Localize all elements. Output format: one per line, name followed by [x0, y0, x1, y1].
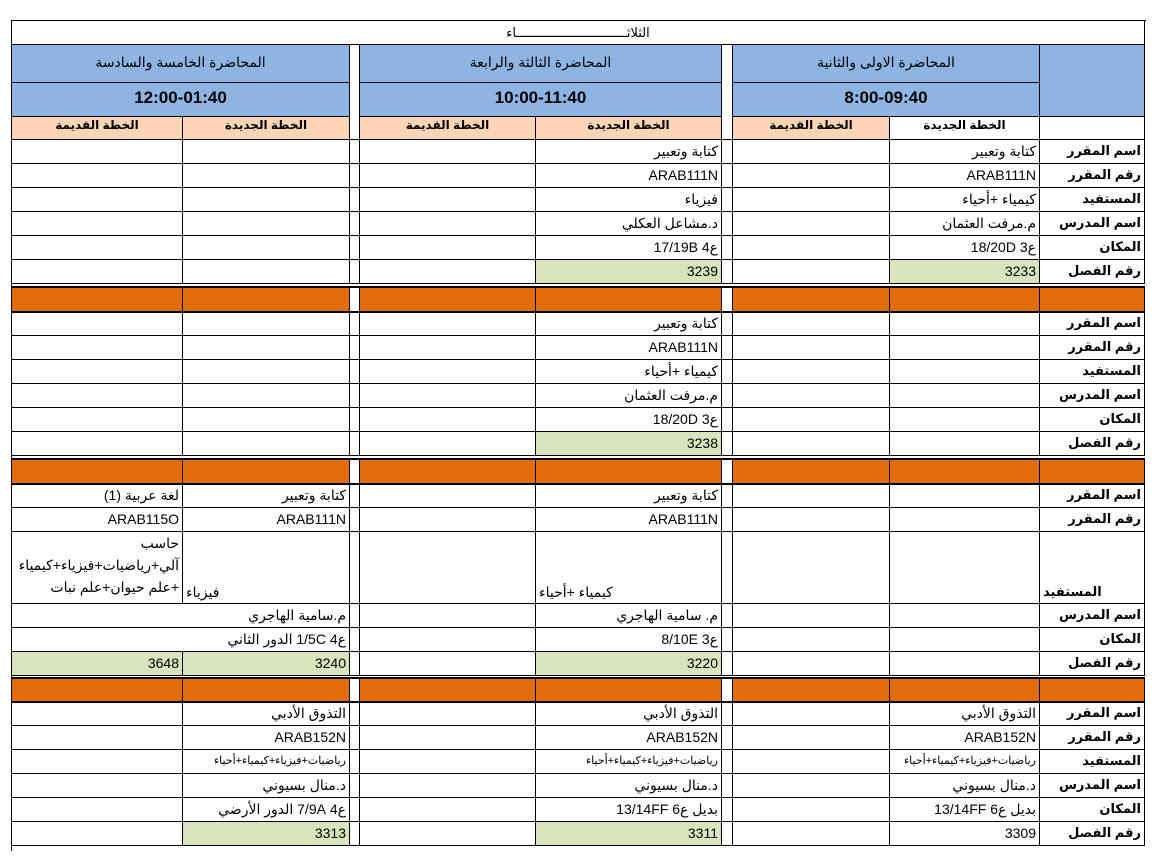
- column-separator: [722, 384, 733, 408]
- p2-old-course-code: [360, 508, 536, 532]
- p3-new-course-code: [183, 336, 350, 360]
- p3-new-beneficiary: فيزياء: [183, 532, 350, 604]
- block-separator: [12, 287, 183, 312]
- column-separator: [350, 532, 360, 604]
- row-label-location: المكان: [1040, 798, 1145, 822]
- p2-old-class-no: [360, 260, 536, 284]
- block-separator: [536, 678, 722, 703]
- thick-rule: [12, 483, 1145, 485]
- p1-new-teacher: د.منال بسيوني: [890, 774, 1040, 798]
- p2-new-beneficiary: كيمياء +أحياء: [536, 532, 722, 604]
- column-separator: [350, 312, 360, 336]
- p1-new-class-no: 3233: [890, 260, 1040, 284]
- column-separator: [350, 236, 360, 260]
- p3-new-teacher: [183, 212, 350, 236]
- p1-old-class-no: [733, 822, 890, 846]
- thick-rule: [12, 458, 1145, 460]
- p1-new-location: [890, 628, 1040, 652]
- column-separator: [350, 360, 360, 384]
- p1-new-class-no: [890, 652, 1040, 676]
- p2-old-beneficiary: [360, 532, 536, 604]
- p1-new-teacher: م.مرفت العثمان: [890, 212, 1040, 236]
- row-label-class-no: رقم الفصل: [1040, 432, 1145, 456]
- p1-old-class-no: [733, 432, 890, 456]
- p3-old-beneficiary: [12, 532, 183, 604]
- column-separator: [350, 164, 360, 188]
- column-separator: [350, 212, 360, 236]
- p3-new-class-no: 3240: [183, 652, 350, 676]
- column-separator: [350, 484, 360, 508]
- block-separator: [733, 459, 890, 484]
- p1-new-course-name: كتابة وتعبير: [890, 140, 1040, 164]
- column-separator: [350, 702, 360, 726]
- column-separator: [350, 188, 360, 212]
- p3-new-class-no: [183, 432, 350, 456]
- p2-new-beneficiary: فيزياء: [536, 188, 722, 212]
- p1-new-course-code: ARAB152N: [890, 726, 1040, 750]
- p2-old-beneficiary: [360, 188, 536, 212]
- block-separator: [1040, 287, 1145, 312]
- p2-old-location: [360, 628, 536, 652]
- column-separator: [722, 678, 733, 703]
- column-separator: [722, 140, 733, 164]
- p3-new-beneficiary: رياضيات+فيزياء+كيمياء+أحياء: [183, 750, 350, 774]
- p1-new-course-code: [890, 508, 1040, 532]
- p2-new-teacher: م. سامية الهاجري: [536, 604, 722, 628]
- column-separator: [722, 188, 733, 212]
- block-separator: [1040, 459, 1145, 484]
- p1-old-location: [733, 798, 890, 822]
- p2-new-location: ع4 17/19B: [536, 236, 722, 260]
- p1-old-course-code: [733, 726, 890, 750]
- p2-old-teacher: [360, 604, 536, 628]
- thick-rule: [12, 311, 1145, 313]
- column-separator: [350, 750, 360, 774]
- header-sep-1: [722, 45, 733, 140]
- p2-old-teacher: [360, 774, 536, 798]
- period-1-2-header: المحاضرة الاولى والثانية: [733, 45, 1040, 83]
- p1-old-course-name: [733, 702, 890, 726]
- p3-old-location: [12, 798, 183, 822]
- p3-old-course-code: [12, 164, 183, 188]
- column-separator: [722, 726, 733, 750]
- p3-old-location: [12, 236, 183, 260]
- row-label-course-name: اسم المقرر: [1040, 702, 1145, 726]
- column-separator: [350, 287, 360, 312]
- row-label-course-code: رقم المقرر: [1040, 508, 1145, 532]
- row-label-teacher: اسم المدرس: [1040, 604, 1145, 628]
- column-separator: [722, 336, 733, 360]
- p2-new-course-code: ARAB111N: [536, 336, 722, 360]
- p1-new-beneficiary: كيمياء +أحياء: [890, 188, 1040, 212]
- row-label-course-name: اسم المقرر: [1040, 484, 1145, 508]
- p2-old-beneficiary: [360, 750, 536, 774]
- p2-new-plan-header: الخطة الجديدة: [536, 117, 722, 140]
- p2-new-teacher: د.منال بسيوني: [536, 774, 722, 798]
- column-separator: [350, 459, 360, 484]
- p1-new-class-no: [890, 432, 1040, 456]
- column-separator: [722, 604, 733, 628]
- column-separator: [722, 212, 733, 236]
- p2-old-location: [360, 236, 536, 260]
- column-separator: [722, 750, 733, 774]
- day-title: الثلاثـــــــــــــــــــــــــــــاء: [12, 21, 1145, 45]
- time-1: 8:00-09:40: [733, 83, 1040, 117]
- p2-old-class-no: [360, 652, 536, 676]
- p1-new-course-code: [890, 336, 1040, 360]
- p2-new-teacher: د.مشاعل العكلي: [536, 212, 722, 236]
- p3-new-class-no: [183, 260, 350, 284]
- column-separator: [722, 432, 733, 456]
- column-separator: [722, 532, 733, 604]
- column-separator: [350, 628, 360, 652]
- p3-new-beneficiary: [183, 188, 350, 212]
- p3-new-plan-header: الخطة الجديدة: [183, 117, 350, 140]
- p2-new-course-name: كتابة وتعبير: [536, 312, 722, 336]
- p3-new-location: ع4 7/9A الدور الأرضي: [183, 798, 350, 822]
- column-separator: [722, 822, 733, 846]
- column-separator: [722, 312, 733, 336]
- p3-old-course-name: لغة عربية (1): [12, 484, 183, 508]
- p1-old-beneficiary: [733, 750, 890, 774]
- p2-new-location: بديل ع6 13/14FF: [536, 798, 722, 822]
- p1-old-beneficiary: [733, 532, 890, 604]
- column-separator: [722, 484, 733, 508]
- block-separator: [733, 287, 890, 312]
- column-separator: [350, 508, 360, 532]
- block-separator: [183, 287, 350, 312]
- p1-new-beneficiary: رياضيات+فيزياء+كيمياء+أحياء: [890, 750, 1040, 774]
- p2-old-class-no: [360, 822, 536, 846]
- p3-old-teacher: [12, 384, 183, 408]
- block-separator: [12, 678, 183, 703]
- p2-old-teacher: [360, 212, 536, 236]
- column-separator: [722, 459, 733, 484]
- column-separator: [350, 604, 360, 628]
- row-label-beneficiary: المستفيد: [1040, 188, 1145, 212]
- p1-old-teacher: [733, 604, 890, 628]
- block-separator: [360, 287, 536, 312]
- row-label-location: المكان: [1040, 236, 1145, 260]
- p1-new-location: بديل ع6 13/14FF: [890, 798, 1040, 822]
- p1-new-course-code: ARAB111N: [890, 164, 1040, 188]
- p1-new-course-name: التذوق الأدبي: [890, 702, 1040, 726]
- p3-old-class-no: 3648: [12, 652, 183, 676]
- column-separator: [350, 336, 360, 360]
- p1-new-course-name: [890, 312, 1040, 336]
- header-sep-2: [350, 45, 360, 140]
- p1-old-location: [733, 236, 890, 260]
- p2-old-course-name: [360, 140, 536, 164]
- row-label-teacher: اسم المدرس: [1040, 774, 1145, 798]
- p3-old-course-name: [12, 140, 183, 164]
- column-separator: [722, 164, 733, 188]
- p2-old-class-no: [360, 432, 536, 456]
- row-label-teacher: اسم المدرس: [1040, 212, 1145, 236]
- column-separator: [722, 236, 733, 260]
- p3-new-course-name: [183, 140, 350, 164]
- p1-old-teacher: [733, 384, 890, 408]
- p3-new-class-no: 3313: [183, 822, 350, 846]
- column-separator: [722, 798, 733, 822]
- column-separator: [350, 652, 360, 676]
- block-separator: [360, 678, 536, 703]
- p2-new-location: ع3 18/20D: [536, 408, 722, 432]
- p2-old-course-code: [360, 164, 536, 188]
- p1-old-plan-header: الخطة القديمة: [733, 117, 890, 140]
- p3-old-course-code: [12, 336, 183, 360]
- time-2: 10:00-11:40: [360, 83, 722, 117]
- p2-new-course-name: التذوق الأدبي: [536, 702, 722, 726]
- p2-old-course-name: [360, 702, 536, 726]
- block-separator: [536, 459, 722, 484]
- p1-old-beneficiary: [733, 188, 890, 212]
- column-separator: [722, 702, 733, 726]
- p1-old-beneficiary: [733, 360, 890, 384]
- column-separator: [722, 652, 733, 676]
- p2-old-plan-header: الخطة القديمة: [360, 117, 536, 140]
- row-label-beneficiary: المستفيد: [1040, 750, 1145, 774]
- p2-old-teacher: [360, 384, 536, 408]
- block-separator: [890, 459, 1040, 484]
- p1-old-class-no: [733, 260, 890, 284]
- p3-old-class-no: [12, 822, 183, 846]
- p1-new-location: ع3 18/20D: [890, 236, 1040, 260]
- block-separator: [536, 287, 722, 312]
- column-separator: [350, 432, 360, 456]
- row-label-class-no: رقم الفصل: [1040, 260, 1145, 284]
- p1-new-teacher: [890, 384, 1040, 408]
- column-separator: [722, 287, 733, 312]
- block-separator: [1040, 678, 1145, 703]
- p1-new-class-no: 3309: [890, 822, 1040, 846]
- p3-new-course-code: [183, 164, 350, 188]
- p3-old-beneficiary: [12, 188, 183, 212]
- p1-old-location: [733, 628, 890, 652]
- p1-new-plan-header: الخطة الجديدة: [890, 117, 1040, 140]
- p3-old-plan-header: الخطة القديمة: [12, 117, 183, 140]
- p1-old-course-name: [733, 140, 890, 164]
- column-separator: [350, 384, 360, 408]
- p2-new-class-no: 3311: [536, 822, 722, 846]
- p3-old-course-name: [12, 312, 183, 336]
- p2-old-location: [360, 798, 536, 822]
- p2-new-teacher: م.مرفت العثمان: [536, 384, 722, 408]
- thick-rule: [12, 677, 1145, 679]
- p3-old-course-code: ARAB115O: [12, 508, 183, 532]
- column-separator: [350, 140, 360, 164]
- p2-new-course-name: كتابة وتعبير: [536, 484, 722, 508]
- block-separator: [183, 678, 350, 703]
- p2-new-course-name: كتابة وتعبير: [536, 140, 722, 164]
- p2-old-course-code: [360, 336, 536, 360]
- period-3-4-header: المحاضرة الثالثة والرابعة: [360, 45, 722, 83]
- column-separator: [350, 726, 360, 750]
- block-separator: [890, 287, 1040, 312]
- column-separator: [722, 360, 733, 384]
- row-label-course-code: رقم المقرر: [1040, 164, 1145, 188]
- p1-new-beneficiary: [890, 532, 1040, 604]
- p3-location: ع4 1/5C الدور الثاني: [12, 628, 350, 652]
- column-separator: [350, 798, 360, 822]
- column-separator: [350, 260, 360, 284]
- p3-new-course-name: كتابة وتعبير: [183, 484, 350, 508]
- p2-new-class-no: 3239: [536, 260, 722, 284]
- p3-old-class-no: [12, 432, 183, 456]
- column-separator: [350, 678, 360, 703]
- column-separator: [350, 408, 360, 432]
- row-label-course-code: رقم المقرر: [1040, 336, 1145, 360]
- p1-old-course-name: [733, 484, 890, 508]
- p3-new-course-code: ARAB111N: [183, 508, 350, 532]
- p2-old-course-name: [360, 312, 536, 336]
- beneficiary-line: آلي+رياضيات+فيزياء+كيمياء: [18, 557, 179, 573]
- row-label-beneficiary: المستفيد: [1040, 360, 1145, 384]
- column-separator: [350, 822, 360, 846]
- p3-new-beneficiary: [183, 360, 350, 384]
- p1-old-class-no: [733, 652, 890, 676]
- label-blank: [1040, 117, 1145, 140]
- p3-new-course-name: التذوق الأدبي: [183, 702, 350, 726]
- p2-old-beneficiary: [360, 360, 536, 384]
- p3-old-beneficiary: [12, 360, 183, 384]
- p3-old-teacher: [12, 774, 183, 798]
- p2-new-beneficiary: كيمياء +أحياء: [536, 360, 722, 384]
- thick-rule: [12, 701, 1145, 703]
- beneficiary-line: +علم حيوان+علم نبات: [50, 579, 179, 595]
- p2-new-location: ع3 8/10E: [536, 628, 722, 652]
- p3-new-location: [183, 408, 350, 432]
- p1-old-teacher: [733, 212, 890, 236]
- column-separator: [722, 628, 733, 652]
- row-label-teacher: اسم المدرس: [1040, 384, 1145, 408]
- p3-old-teacher: [12, 212, 183, 236]
- p1-old-course-name: [733, 312, 890, 336]
- p2-new-course-code: ARAB152N: [536, 726, 722, 750]
- period-5-6-header: المحاضرة الخامسة والسادسة: [12, 45, 350, 83]
- block-separator: [890, 678, 1040, 703]
- p3-teacher: م.سامية الهاجري: [12, 604, 350, 628]
- row-label-course-name: اسم المقرر: [1040, 312, 1145, 336]
- p1-new-course-name: [890, 484, 1040, 508]
- row-label-course-code: رقم المقرر: [1040, 726, 1145, 750]
- p3-old-location: [12, 408, 183, 432]
- thick-rule: [12, 286, 1145, 288]
- row-label-class-no: رقم الفصل: [1040, 652, 1145, 676]
- block-separator: [733, 678, 890, 703]
- p3-new-course-name: [183, 312, 350, 336]
- row-label-class-no: رقم الفصل: [1040, 822, 1145, 846]
- p2-new-class-no: 3220: [536, 652, 722, 676]
- p2-new-course-code: ARAB111N: [536, 164, 722, 188]
- p3-new-teacher: د.منال بسيوني: [183, 774, 350, 798]
- row-label-beneficiary: المستفيد: [1040, 532, 1145, 604]
- p2-old-location: [360, 408, 536, 432]
- p2-new-class-no: 3238: [536, 432, 722, 456]
- p3-new-teacher: [183, 384, 350, 408]
- row-label-course-name: اسم المقرر: [1040, 140, 1145, 164]
- column-separator: [722, 408, 733, 432]
- column-separator: [722, 774, 733, 798]
- column-separator: [722, 260, 733, 284]
- p2-new-course-code: ARAB111N: [536, 508, 722, 532]
- p3-old-beneficiary: [12, 750, 183, 774]
- p2-old-course-name: [360, 484, 536, 508]
- time-3: 12:00-01:40: [12, 83, 350, 117]
- row-label-location: المكان: [1040, 408, 1145, 432]
- p3-new-location: [183, 236, 350, 260]
- column-separator: [722, 508, 733, 532]
- header-label-corner: [1040, 45, 1145, 117]
- p2-new-beneficiary: رياضيات+فيزياء+كيمياء+أحياء: [536, 750, 722, 774]
- p1-new-teacher: [890, 604, 1040, 628]
- beneficiary-line: حاسب: [140, 535, 179, 551]
- p1-old-course-code: [733, 508, 890, 532]
- p1-new-beneficiary: [890, 360, 1040, 384]
- block-separator: [183, 459, 350, 484]
- p1-old-location: [733, 408, 890, 432]
- p1-old-course-code: [733, 336, 890, 360]
- block-separator: [360, 459, 536, 484]
- p1-new-location: [890, 408, 1040, 432]
- p3-old-course-name: [12, 702, 183, 726]
- p3-old-class-no: [12, 260, 183, 284]
- p3-new-course-code: ARAB152N: [183, 726, 350, 750]
- block-separator: [12, 459, 183, 484]
- column-separator: [350, 774, 360, 798]
- row-label-location: المكان: [1040, 628, 1145, 652]
- p3-old-course-code: [12, 726, 183, 750]
- p2-old-course-code: [360, 726, 536, 750]
- p1-old-course-code: [733, 164, 890, 188]
- p1-old-teacher: [733, 774, 890, 798]
